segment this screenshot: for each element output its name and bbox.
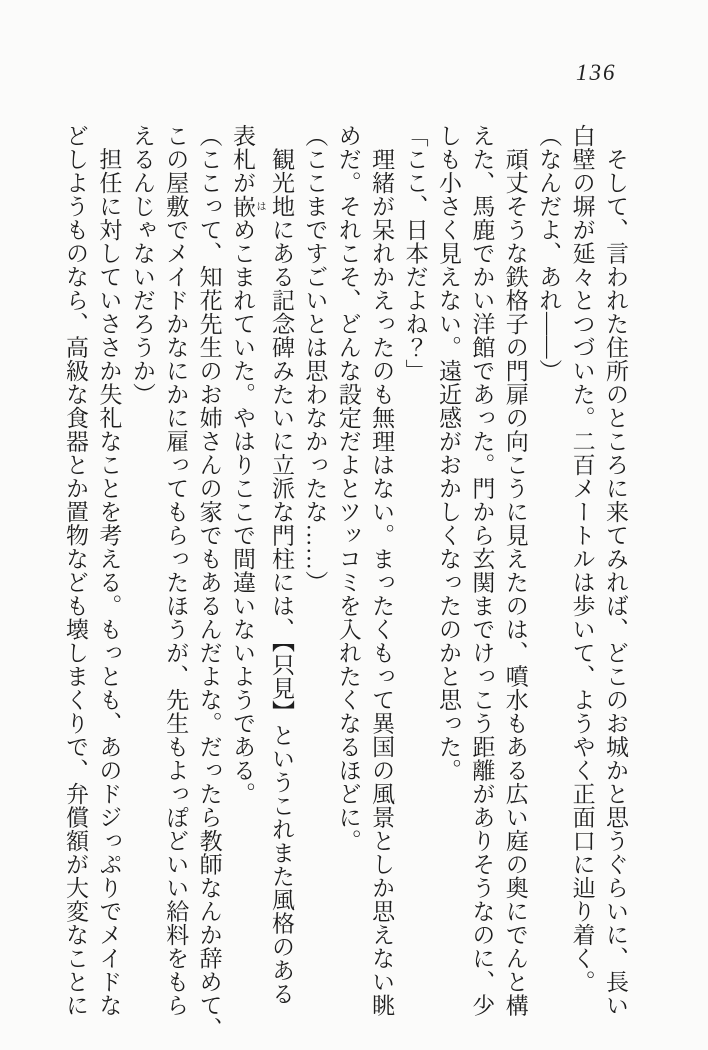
text-line: しも小さく見えない。遠近感がおかしくなったのかと思った。 (435, 124, 461, 782)
text-line: この屋敷でメイドかなにかに雇ってもらったほうが、先生もよっぽどいい給料をもら (163, 124, 189, 1017)
text-line: どしようものなら、高級な食器とか置物なども壊しまくりで、弁償額が大変なことに (63, 124, 88, 1017)
page-number: 136 (576, 60, 617, 85)
text-line: 担任に対していささか失礼なことを考える。もっとも、あのドジっぷりでメイドな (96, 124, 122, 1017)
text-line: めだ。それこそ、どんな設定だよとツッコミを入れたくなるほどに。 (335, 124, 361, 853)
text-line: 表札が嵌 はめこまれていた。やはりここで間違いないようである。 (230, 124, 266, 806)
text-line: 頑丈そうな鉄格子の門扉の向こうに見えたのは、噴水もある広い庭の奥にでんと構 (502, 124, 528, 1017)
text-line: （ここまですごいとは思わなかったな……） (302, 124, 328, 594)
text-line: 白壁の塀が延々とつづいた。二百メートルは歩いて、ようやく正面口に辿り着く。 (569, 124, 595, 994)
text-line: （ここって、知花先生のお姉さんの家でもあるんだよな。だったら教師なんか辞めて、 (196, 124, 222, 1041)
text-line: 理緒が呆れかえったのも無理はない。まったくもって異国の風景としか思えない眺 (369, 124, 395, 1017)
text-line: （なんだよ、あれ――） (536, 124, 562, 383)
text-line: そして、言われた住所のところに来てみれば、どこのお城かと思うぐらいに、長い (603, 124, 628, 1017)
body-text (59, 124, 632, 1041)
text-line: えた、馬鹿でかい洋館であった。門から玄関までけっこう距離がありそうなのに、少 (469, 124, 495, 1017)
text-line: 観光地にある記念碑みたいに立派な門柱には、【只見】というこれまた風格のある (268, 124, 294, 1006)
text-line: えるんじゃないだろうか） (129, 124, 155, 406)
text-line: 「ここ、日本だよね？」 (402, 124, 428, 383)
